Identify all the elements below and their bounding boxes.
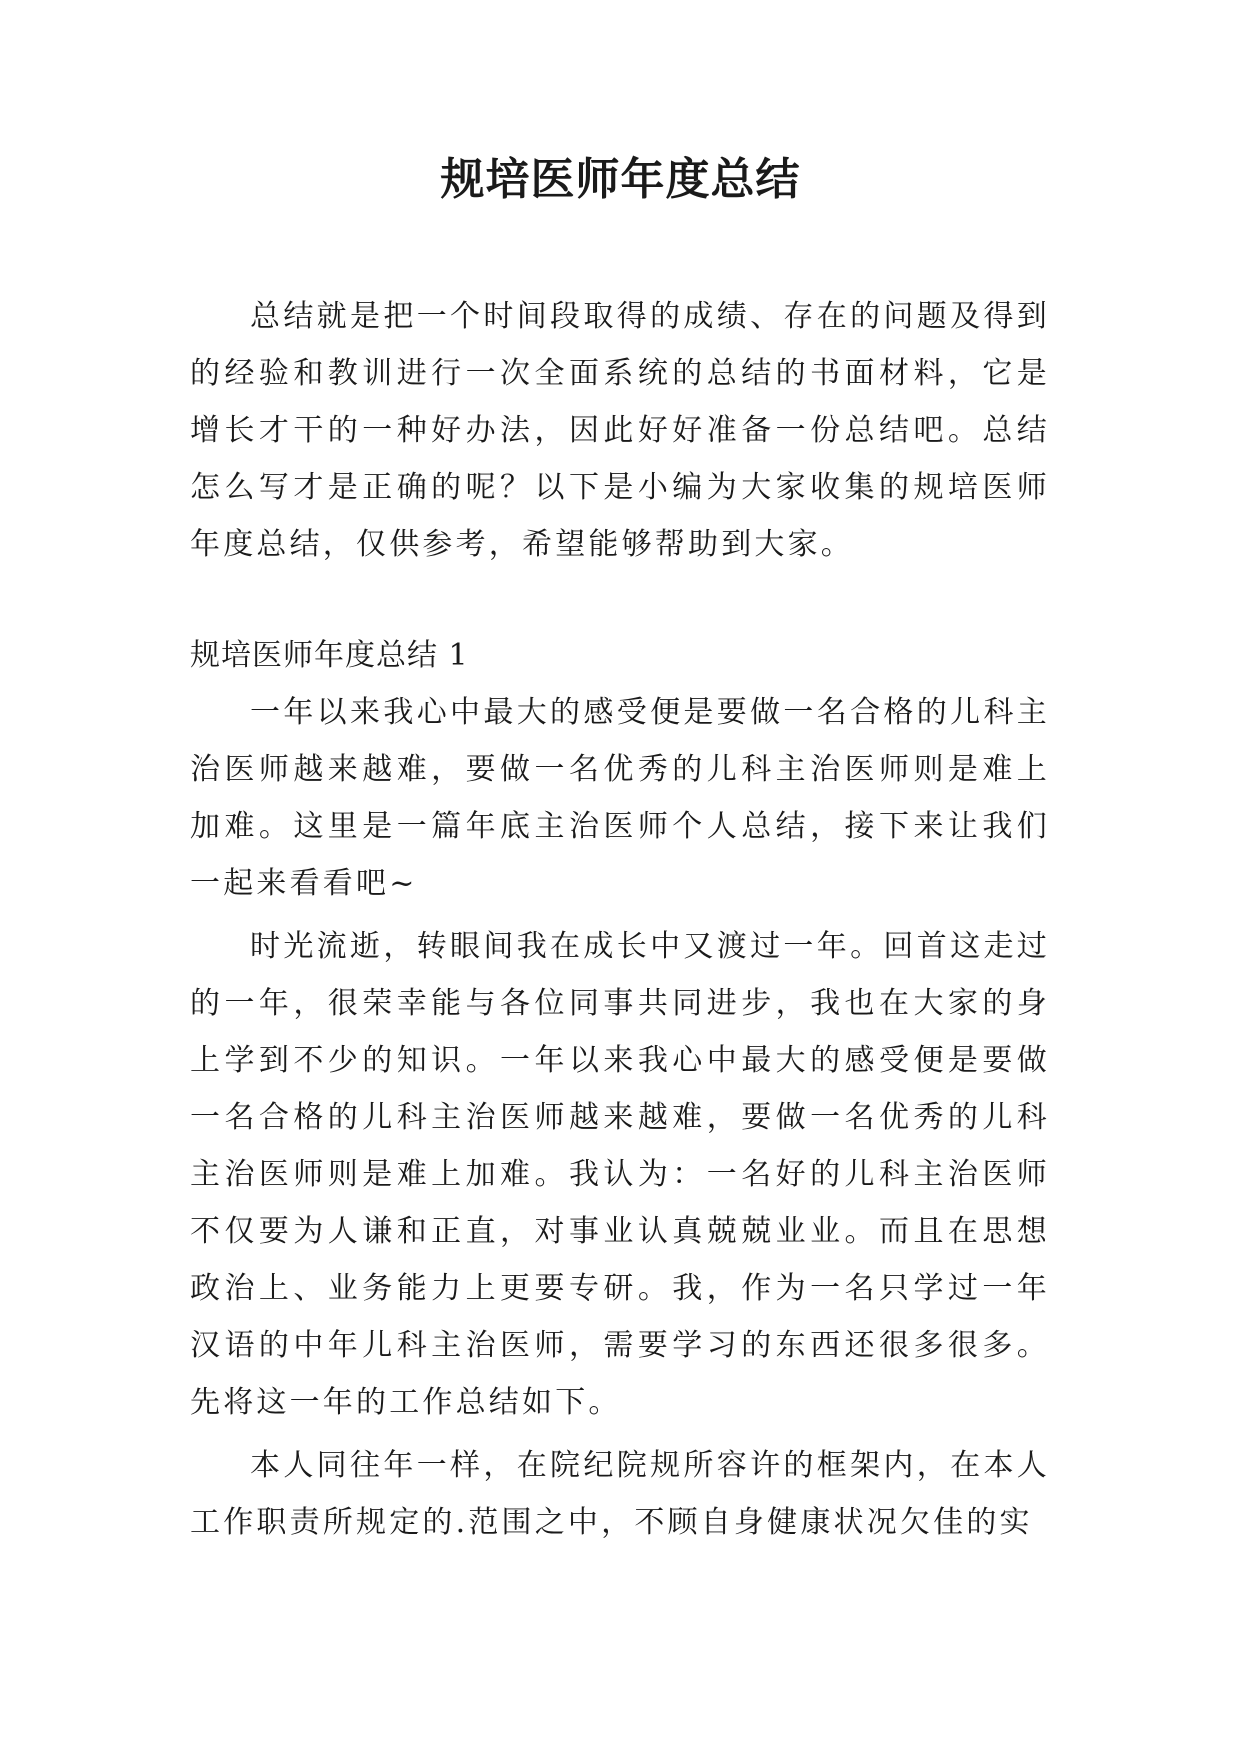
- document-body: [190, 288, 1050, 1551]
- document-title: 规培医师年度总结: [440, 154, 801, 205]
- body-paragraph-3: 本人同往年一样，在院纪院规所容许的框架内，在本人工作职责所规定的.范围之中，不顾自身健康状况欠佳的实: [190, 1448, 1050, 1540]
- body-paragraph-2: 时光流逝，转眼间我在成长中又渡过一年。回首这走过的一年，很荣幸能与各位同事共同进步，我也在大家的身上学到不少的知识。一年以来我心中最大的感受便是要做一名合格的儿科主治医师越来越难，要做一名优秀的儿科主治医师则是难上加难。我认为：一名好的儿科主治医师不仅要为人谦和正直，对事业认真兢兢业业。而且在思想政治上、业务能力上更要专研。我，作为一名只学过一年汉语的中年儿科主治医师，需要学习的东西还很多很多。先将这一年的工作总结如下。: [190, 929, 1050, 1420]
- body-paragraph-1: 一年以来我心中最大的感受便是要做一名合格的儿科主治医师越来越难，要做一名优秀的儿科主治医师则是难上加难。这里是一篇年底主治医师个人总结，接下来让我们一起来看看吧~: [190, 695, 1050, 901]
- section-heading: 规培医师年度总结 1: [190, 638, 469, 673]
- intro-paragraph: 总结就是把一个时间段取得的成绩、存在的问题及得到的经验和教训进行一次全面系统的总结的书面材料，它是增长才干的一种好办法，因此好好准备一份总结吧。总结怎么写才是正确的呢？以下是小编为大家收集的规培医师年度总结，仅供参考，希望能够帮助到大家。: [190, 299, 1050, 562]
